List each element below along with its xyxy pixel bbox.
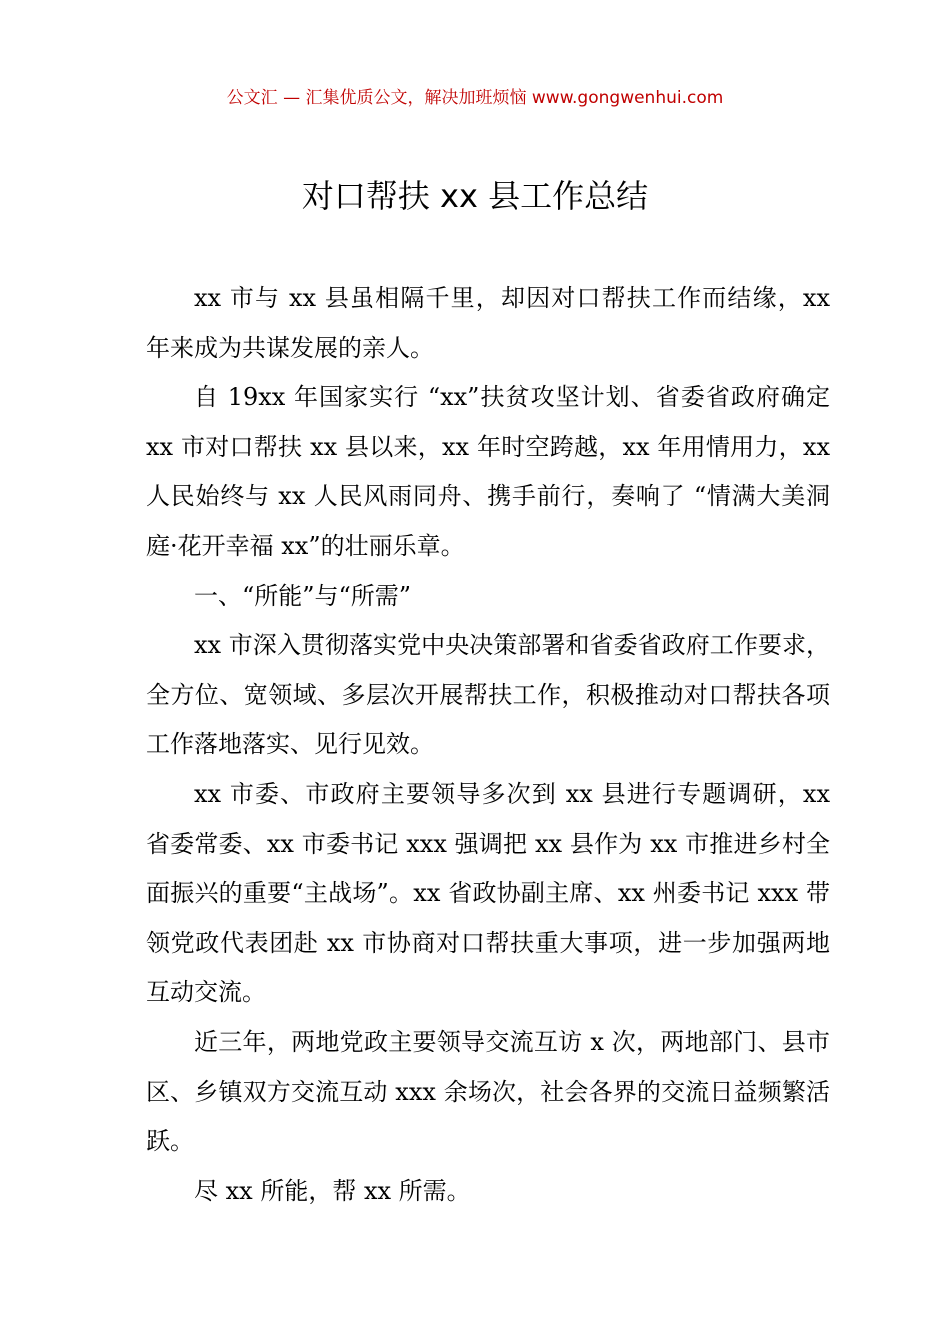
- paragraph-intro: xx 市与 xx 县虽相隔千里，却因对口帮扶工作而结缘，xx 年来成为共谋发展的亲人。: [146, 284, 830, 362]
- site-header-banner: 公文汇 — 汇集优质公文，解决加班烦恼 www.gongwenhui.com: [226, 88, 724, 108]
- document-body: [146, 274, 830, 1216]
- section-heading-1: 一、“所能”与“所需”: [194, 581, 412, 610]
- paragraph-leadership: xx 市委、市政府主要领导多次到 xx 县进行专题调研，xx 省委常委、xx 市委书记 xxx 强调把 xx 县作为 xx 市推进乡村全面振兴的重要“主战场”。xx 省政协副主席、xx 州委书记 xxx 带领党政代表团赴 xx 市协商对口帮扶重大事项，进一步加强两地互动交流。: [146, 779, 830, 1007]
- paragraph-closing: 尽 xx 所能，帮 xx 所需。: [194, 1176, 471, 1205]
- paragraph-history: 自 19xx 年国家实行 “xx”扶贫攻坚计划、省委省政府确定 xx 市对口帮扶 xx 县以来，xx 年时空跨越，xx 年用情用力，xx 人民始终与 xx 人民风雨同舟、携手前行，奏响了 “情满大美洞庭·花开幸福 xx”的壮丽乐章。: [146, 383, 830, 560]
- paragraph-implementation: xx 市深入贯彻落实党中央决策部署和省委省政府工作要求，全方位、宽领域、多层次开展帮扶工作，积极推动对口帮扶各项工作落地落实、见行见效。: [146, 631, 830, 759]
- paragraph-exchanges: 近三年，两地党政主要领导交流互访 x 次，两地部门、县市区、乡镇双方交流互动 xxx 余场次，社会各界的交流日益频繁活跃。: [146, 1027, 830, 1156]
- document-title: 对口帮扶 xx 县工作总结: [301, 177, 649, 215]
